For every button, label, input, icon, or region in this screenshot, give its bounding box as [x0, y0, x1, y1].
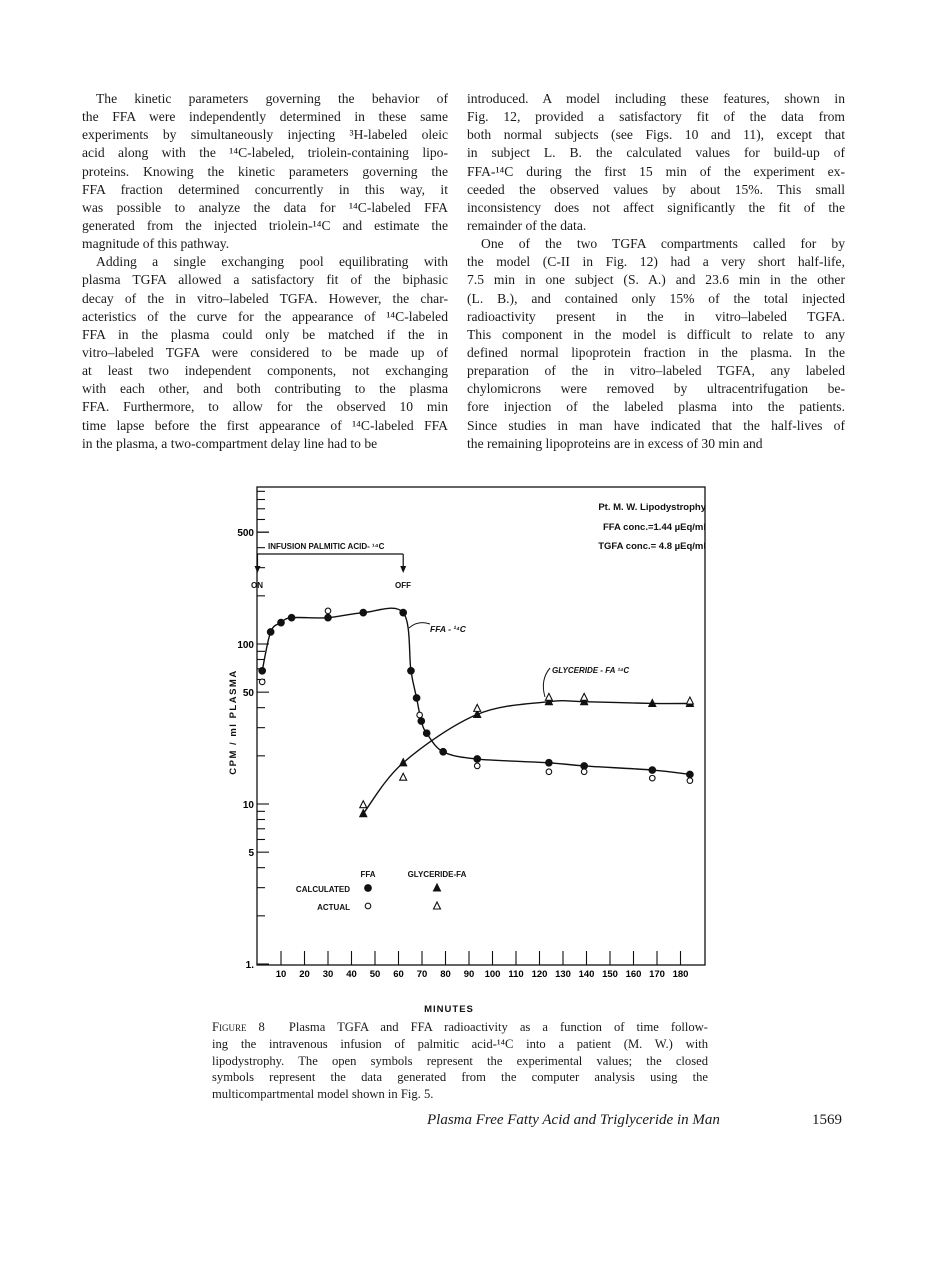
text-line: radioactivity present in the in vitro–labeled TGFA. — [467, 308, 845, 324]
calculated-ffa-point — [267, 629, 274, 636]
actual-ffa-point — [687, 778, 693, 784]
x-tick-label: 30 — [322, 969, 334, 980]
text-line: the remaining lipoproteins are in excess of 30 min and — [467, 435, 763, 451]
caption-line: Plasma TGFA and FFA radioactivity as a function of time follow- — [288, 1020, 708, 1034]
infusion-on-label: ON — [251, 581, 263, 590]
text-line: plasma TGFA allowed a satisfactory fit of the biphasic — [82, 272, 448, 288]
text-line: acid along with the ¹⁴C-labeled, triolein-containing lipo- — [82, 145, 448, 161]
text-line: FFA. Furthermore, to allow for the observed 10 min — [82, 399, 448, 415]
x-tick-label: 170 — [649, 969, 665, 980]
actual-glyceride-point — [581, 693, 588, 700]
x-tick-label: 10 — [275, 969, 287, 980]
x-axis-title: MINUTES — [424, 1004, 474, 1015]
calculated-ffa-point — [581, 763, 588, 770]
header-ffa-conc: FFA conc.=1.44 µEq/ml — [602, 522, 706, 533]
text-line: was possible to analyze the data for ¹⁴C-labeled FFA — [82, 199, 448, 215]
x-tick-label: 70 — [416, 969, 428, 980]
chart-axes — [237, 487, 705, 980]
legend-glyceride-header: GLYCERIDE-FA — [407, 870, 467, 879]
actual-ffa-point — [546, 769, 552, 775]
header-patient: Pt. M. W. Lipodystrophy — [598, 502, 706, 513]
x-tick-label: 120 — [531, 969, 548, 980]
actual-ffa-point — [474, 763, 480, 769]
calculated-ffa-point — [259, 667, 266, 674]
text-line: introduced. A model including these features, shown in — [467, 91, 845, 106]
infusion-bracket — [258, 554, 404, 570]
actual-ffa-point — [581, 769, 587, 775]
text-line: The kinetic parameters governing the behavior of — [96, 91, 448, 106]
text-line: at least two independent components, not exchanging — [82, 363, 448, 379]
page-number: 1569 — [812, 1112, 842, 1128]
x-tick-label: 150 — [602, 969, 618, 980]
text-line: in the plasma, a two-compartment delay line had to be — [82, 435, 378, 451]
calculated-ffa-point — [687, 771, 694, 778]
x-tick-label: 140 — [578, 969, 595, 980]
infusion-off-label: OFF — [395, 581, 411, 590]
x-tick-label: 40 — [346, 969, 357, 980]
figure-label: Figure 8 — [212, 1020, 265, 1034]
y-tick-label: 50 — [242, 688, 254, 700]
text-line: decay of the in vitro–labeled TGFA. However, the char- — [82, 290, 448, 306]
text-line: both normal subjects (see Figs. 10 and 11), except that — [467, 127, 845, 143]
actual-ffa-point — [365, 903, 371, 909]
calculated-ffa-point — [360, 609, 367, 616]
legend-calculated-label: CALCULATED — [295, 885, 350, 894]
y-tick-label: 5 — [248, 848, 254, 860]
text-line: FFA in the plasma could only be matched if the in — [82, 326, 448, 342]
calculated-ffa-point — [474, 756, 481, 763]
x-tick-label: 60 — [393, 969, 404, 980]
actual-glyceride-point — [360, 801, 367, 808]
text-line: 7.5 min in one subject (S. A.) and 23.6 min in the other — [467, 272, 845, 288]
down-arrow-icon — [400, 566, 406, 573]
calculated-ffa-point — [288, 614, 295, 621]
figure-caption — [212, 1019, 708, 1103]
calculated-ffa-point — [400, 609, 407, 616]
text-line: chylomicrons were removed by ultracentrifugation be- — [467, 381, 845, 397]
header-tgfa-conc: TGFA conc.= 4.8 µEq/ml — [598, 541, 706, 552]
x-tick-label: 20 — [299, 969, 310, 980]
ffa-curve-label: FFA - ¹⁴C — [430, 624, 466, 634]
calculated-ffa-point — [413, 695, 420, 702]
text-line: magnitude of this pathway. — [82, 236, 230, 252]
x-tick-label: 180 — [672, 969, 689, 980]
legend-actual-label: ACTUAL — [317, 903, 350, 912]
text-line: inconsistency does not affect significantly the fit of the — [467, 199, 845, 215]
text-line: Since studies in man have indicated that the half-lives of — [467, 417, 845, 433]
y-tick-label: 500 — [237, 528, 254, 540]
text-line: acteristics of the curve for the appearance of ¹⁴C-labeled — [82, 308, 448, 324]
text-line: fore injection of the labeled plasma into the patients. — [467, 399, 845, 415]
text-line: remainder of the data. — [467, 217, 587, 233]
text-line: the FFA were independently determined in these same — [82, 109, 448, 125]
ffa-curve — [262, 608, 690, 774]
text-line: experiments by simultaneously injecting ³H-labeled oleic — [82, 127, 448, 143]
actual-ffa-point — [325, 608, 331, 614]
y-axis-title: CPM / ml PLASMA — [228, 669, 239, 775]
calculated-glyceride-point — [434, 884, 441, 891]
x-tick-label: 80 — [440, 969, 451, 980]
y-tick-label: 100 — [237, 640, 254, 651]
text-line: in subject L. B. the calculated values for build-up of — [467, 145, 845, 161]
calculated-ffa-point — [408, 667, 415, 674]
text-line: with each other, and both contributing to the plasma — [82, 381, 448, 397]
text-line: (L. B.), and contained only 15% of the total injected — [467, 290, 845, 306]
text-line: FFA fraction determined concurrently in this way, it — [82, 181, 448, 197]
x-tick-label: 100 — [484, 969, 501, 980]
calculated-ffa-point — [440, 748, 447, 755]
calculated-ffa-point — [423, 730, 430, 737]
actual-glyceride-point — [434, 902, 441, 909]
text-line: ceeded the observed values by about 15%. This small — [467, 181, 845, 197]
x-tick-label: 160 — [625, 969, 642, 980]
legend-markers — [365, 884, 441, 909]
legend-ffa-header: FFA — [360, 870, 376, 879]
text-line: preparation of the in vitro–labeled TGFA, any labeled — [467, 363, 845, 379]
chart-marks — [259, 608, 694, 817]
glyceride-curve-label: GLYCERIDE - FA ¹⁴C — [552, 666, 630, 675]
y-tick-label: 1. — [245, 960, 254, 971]
text-line: defined normal lipoprotein fraction in the plasma. In the — [467, 344, 845, 360]
x-tick-label: 90 — [463, 969, 475, 980]
text-line: the model (C-II in Fig. 12) had a very short half-life, — [467, 254, 845, 270]
text-line: One of the two TGFA compartments called for by — [481, 236, 845, 252]
calculated-ffa-point — [546, 759, 553, 766]
text-line: vitro–labeled TGFA were considered to be made up of — [82, 344, 448, 360]
ffa-pointer-arrow — [409, 623, 430, 628]
y-tick-label: 10 — [242, 800, 254, 811]
x-tick-label: 130 — [555, 969, 571, 980]
text-line: Fig. 12, provided a satisfactory fit of the data from — [467, 109, 845, 125]
actual-ffa-point — [417, 712, 423, 718]
calculated-ffa-point — [365, 885, 372, 892]
text-line: time lapse before the first appearance of ¹⁴C-labeled FFA — [82, 417, 448, 433]
actual-glyceride-point — [474, 704, 481, 711]
calculated-ffa-point — [325, 614, 332, 621]
calculated-ffa-point — [649, 767, 656, 774]
running-title: Plasma Free Fatty Acid and Triglyceride in Man — [427, 1112, 720, 1128]
x-tick-label: 110 — [508, 969, 524, 980]
infusion-label: INFUSION PALMITIC ACID- ¹⁴C — [268, 542, 385, 551]
actual-ffa-point — [650, 775, 656, 781]
text-line: FFA-¹⁴C during the first 15 min of the experiment ex- — [467, 163, 845, 179]
calculated-ffa-point — [418, 718, 425, 725]
caption-line: multicompartmental model shown in Fig. 5. — [212, 1087, 434, 1102]
text-line: This component in the model is difficult to relate to any — [467, 326, 845, 342]
text-line: Adding a single exchanging pool equilibrating with — [96, 254, 448, 270]
text-line: proteins. Knowing the kinetic parameters governing the — [82, 163, 448, 179]
actual-glyceride-point — [400, 773, 407, 780]
caption-line: lipodystrophy. The open symbols represent the experimental values; the closed — [212, 1053, 708, 1068]
calculated-ffa-point — [278, 619, 285, 626]
down-arrow-icon — [255, 566, 261, 573]
text-line: generated from the injected triolein-¹⁴C and estimate the — [82, 217, 448, 233]
caption-line: ing the intravenous infusion of palmitic acid-¹⁴C into a patient (M. W.) with — [212, 1036, 708, 1051]
actual-ffa-point — [259, 679, 265, 685]
glyceride-curve — [363, 701, 690, 814]
actual-glyceride-point — [545, 693, 552, 700]
caption-line: symbols represent the data generated from the computer analysis using the — [212, 1070, 708, 1085]
x-tick-label: 50 — [369, 969, 381, 980]
actual-glyceride-point — [686, 697, 693, 704]
